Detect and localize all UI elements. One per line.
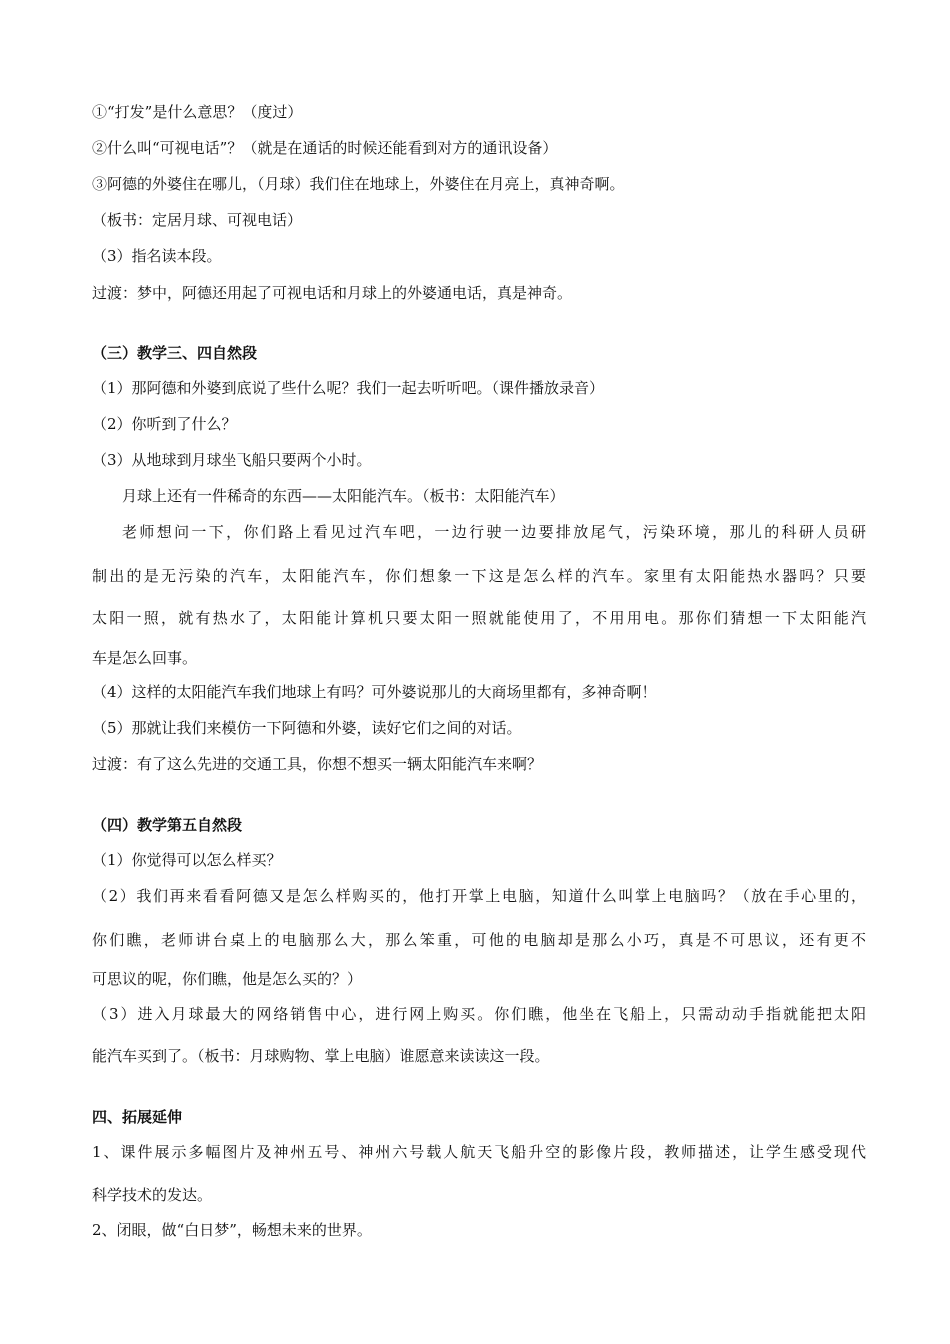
text-line: 车是怎么回事。 <box>92 649 198 667</box>
text-line: （4）这样的太阳能汽车我们地球上有吗？可外婆说那儿的大商场里都有，多神奇啊！ <box>92 683 657 701</box>
text-line: 月球上还有一件稀奇的东西——太阳能汽车。（板书：太阳能汽车） <box>122 487 565 505</box>
text-line: （1）那阿德和外婆到底说了些什么呢？我们一起去听听吧。（课件播放录音） <box>92 379 605 397</box>
text-line: （5）那就让我们来模仿一下阿德和外婆，读好它们之间的对话。 <box>92 719 522 737</box>
text-line: （2）我们再来看看阿德又是怎么样购买的，他打开掌上电脑，知道什么叫掌上电脑吗？（放在手心里的， <box>92 887 866 905</box>
text-line: ①“打发”是什么意思？（度过） <box>92 103 303 121</box>
text-line: 你们瞧，老师讲台桌上的电脑那么大，那么笨重，可他的电脑却是那么小巧，真是不可思议，还有更不 <box>92 931 866 949</box>
text-line: 科学技术的发达。 <box>92 1186 213 1204</box>
text-line: 1、课件展示多幅图片及神州五号、神州六号载人航天飞船升空的影像片段，教师描述，让学生感受现代 <box>92 1143 866 1161</box>
text-line: ③阿德的外婆住在哪儿，（月球）我们住在地球上，外婆住在月亮上，真神奇啊。 <box>92 175 625 193</box>
text-line: 过渡：有了这么先进的交通工具，你想不想买一辆太阳能汽车来啊？ <box>92 755 543 773</box>
text-line: （1）你觉得可以怎么样买？ <box>92 851 282 869</box>
section-heading: （四）教学第五自然段 <box>92 816 243 834</box>
text-line: （3）指名读本段。 <box>92 247 222 265</box>
text-line: 老师想问一下，你们路上看见过汽车吧，一边行驶一边要排放尾气，污染环境，那儿的科研人员研 <box>122 523 866 541</box>
text-line: 能汽车买到了。（板书：月球购物、掌上电脑）谁愿意来读读这一段。 <box>92 1047 550 1065</box>
text-line: 过渡：梦中，阿德还用起了可视电话和月球上的外婆通电话，真是神奇。 <box>92 284 573 302</box>
text-line: 太阳一照，就有热水了，太阳能计算机只要太阳一照就能使用了，不用用电。那你们猜想一下太阳能汽 <box>92 609 866 627</box>
text-line: 可思议的呢，你们瞧，他是怎么买的？） <box>92 970 363 988</box>
section-heading: （三）教学三、四自然段 <box>92 344 258 362</box>
text-line: （3）从地球到月球坐飞船只要两个小时。 <box>92 451 372 469</box>
text-line: 2、闭眼，做“白日梦”，畅想未来的世界。 <box>92 1221 372 1239</box>
section-heading: 四、拓展延伸 <box>92 1108 183 1126</box>
text-line: （板书：定居月球、可视电话） <box>92 211 303 229</box>
text-line: （2）你听到了什么？ <box>92 415 237 433</box>
text-line: （3）进入月球最大的网络销售中心，进行网上购买。你们瞧，他坐在飞船上，只需动动手指就能把太阳 <box>92 1005 866 1023</box>
text-line: ②什么叫“可视电话”？（就是在通话的时候还能看到对方的通讯设备） <box>92 139 558 157</box>
text-line: 制出的是无污染的汽车，太阳能汽车，你们想象一下这是怎么样的汽车。家里有太阳能热水器吗？只要 <box>92 567 866 585</box>
